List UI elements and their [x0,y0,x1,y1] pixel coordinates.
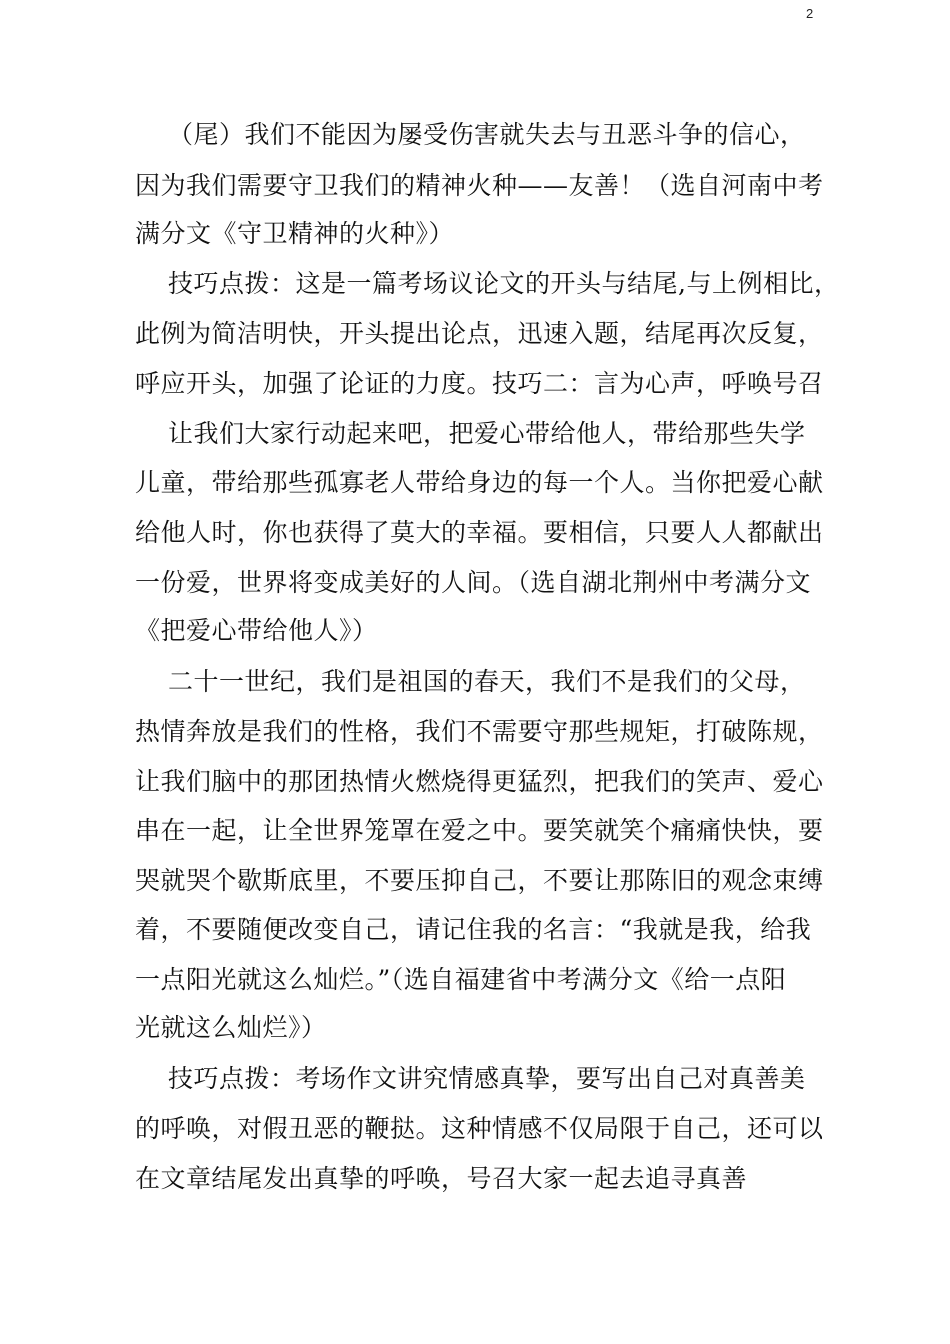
text-line-2: 因为我们需要守卫我们的精神火种——友善！（选自河南中考 [135,171,824,200]
text-line-10: 一份爱，世界将变成美好的人间。（选自湖北荆州中考满分文 [135,568,812,597]
text-line-17: 着，不要随便改变自己，请记住我的名言：“我就是我，给我 [135,915,812,944]
text-line-19: 光就这么灿烂》） [135,1013,327,1042]
text-line-9: 给他人时，你也获得了莫大的幸福。要相信，只要人人都献出 [135,518,824,547]
text-line-1: （尾）我们不能因为屡受伤害就失去与丑恶斗争的信心， [168,120,806,149]
text-line-13: 热情奔放是我们的性格，我们不需要守那些规矩，打破陈规， [135,717,824,746]
text-line-5: 此例为简洁明快，开头提出论点，迅速入题，结尾再次反复， [135,319,824,348]
text-line-12: 二十一世纪，我们是祖国的春天，我们不是我们的父母， [168,667,806,696]
text-line-18: 一点阳光就这么灿烂。”（选自福建省中考满分文《给一点阳 [135,965,787,994]
text-line-3: 满分文《守卫精神的火种》） [135,219,455,248]
text-line-16: 哭就哭个歇斯底里，不要压抑自己，不要让那陈旧的观念束缚 [135,866,824,895]
text-line-11: 《把爱心带给他人》） [135,616,378,645]
text-line-22: 在文章结尾发出真挚的呼唤，号召大家一起去追寻真善 [135,1164,748,1193]
text-line-4: 技巧点拨：这是一篇考场议论文的开头与结尾,与上例相比， [168,269,840,298]
text-line-20: 技巧点拨：考场作文讲究情感真挚，要写出自己对真善美 [168,1064,806,1093]
text-line-14: 让我们脑中的那团热情火燃烧得更猛烈，把我们的笑声、爱心 [135,767,824,796]
text-line-15: 串在一起，让全世界笼罩在爱之中。要笑就笑个痛痛快快，要 [135,816,824,845]
page-number: 2 [806,6,814,21]
text-line-7: 让我们大家行动起来吧，把爱心带给他人，带给那些失学 [168,419,806,448]
text-line-8: 儿童，带给那些孤寡老人带给身边的每一个人。当你把爱心献 [135,468,824,497]
text-line-21: 的呼唤，对假丑恶的鞭挞。这种情感不仅局限于自己，还可以 [135,1114,824,1143]
text-line-6: 呼应开头，加强了论证的力度。技巧二：言为心声，呼唤号召 [135,369,824,398]
